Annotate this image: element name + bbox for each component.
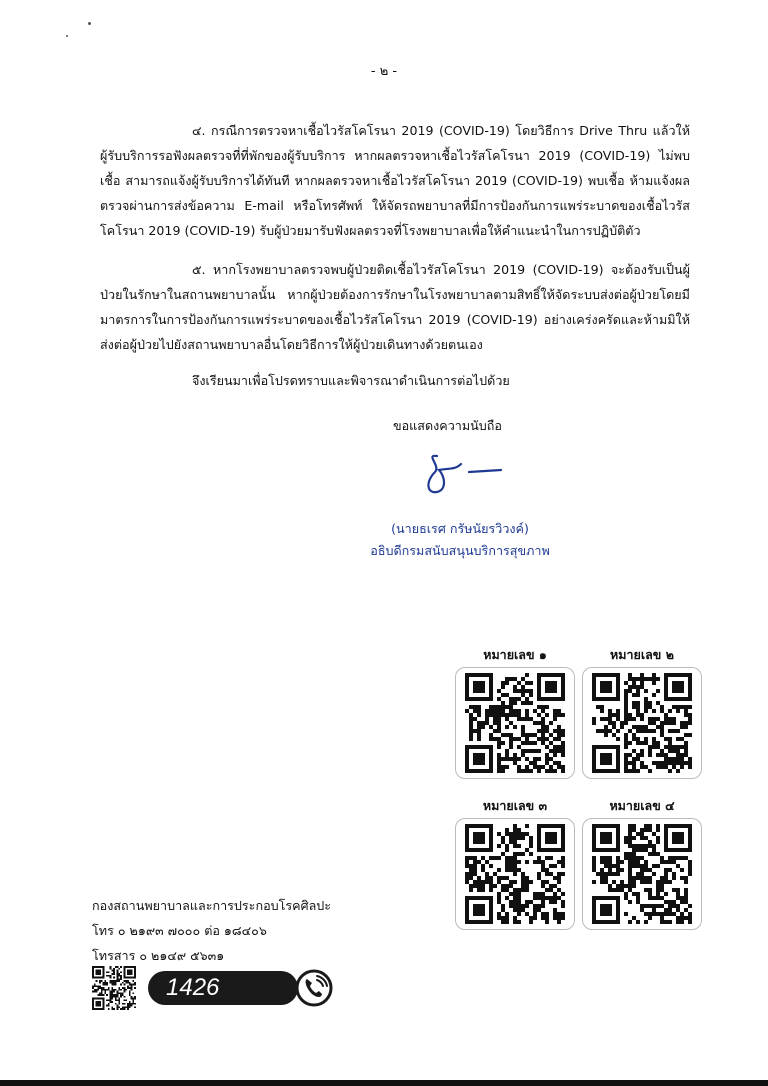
qr-block-2 — [577, 645, 707, 779]
signer-block — [330, 518, 590, 562]
hotline-number: 1426 — [166, 974, 220, 1001]
qr-block-1 — [450, 645, 580, 779]
qr-block-4 — [577, 796, 707, 930]
footer-contact — [92, 893, 331, 968]
qr-code-icon[interactable] — [592, 673, 692, 773]
qr-label-4: หมายเลข ๔ — [609, 798, 675, 813]
footer-qr-code-icon[interactable] — [92, 966, 136, 1010]
signer-position: อธิบดีกรมสนับสนุนบริการสุขภาพ — [370, 543, 550, 558]
qr-label-3: หมายเลข ๓ — [482, 798, 548, 813]
footer-phone: โทร ๐ ๒๑๙๓ ๗๐๐๐ ต่อ ๑๘๔๐๖ — [92, 923, 267, 938]
qr-code-icon[interactable] — [465, 824, 565, 924]
footer-department: กองสถานพยาบาลและการประกอบโรคศิลปะ — [92, 898, 332, 913]
paragraph-5 — [100, 257, 690, 357]
qr-label-2: หมายเลข ๒ — [610, 647, 674, 662]
paragraph-4 — [100, 118, 690, 243]
qr-code-icon[interactable] — [592, 824, 692, 924]
scan-speck — [88, 22, 91, 25]
paragraph-5-text: ๕. หากโรงพยาบาลตรวจพบผู้ป่วยติดเชื้อไวรัสโคโรนา 2019 (COVID-19) จะต้องรับเป็นผู้ป่วยในรักษาในสถานพยาบาลนั้น หากผู้ป่วยต้องการรักษาในโรงพยาบาลตามสิทธิ์ให้จัดระบบส่งต่อผู้ป่วยโดยมีมาตรการในการป้องกันการแพร่ระบาดของเชื้อไวรัสโคโรนา 2019 (COVID-19) อย่างเคร่งครัดและห้ามมิให้ส่งต่อผู้ป่วยไปยังสถานพยาบาลอื่นโดยวิธีการให้ผู้ป่วยเดินทางด้วยตนเอง — [100, 262, 690, 352]
signature-icon — [415, 450, 505, 500]
bottom-rule — [0, 1080, 768, 1086]
hotline-badge — [148, 968, 340, 1008]
qr-frame-3 — [455, 818, 575, 930]
scan-speck — [66, 35, 68, 37]
footer-fax: โทรสาร ๐ ๒๑๔๙ ๕๖๓๑ — [92, 948, 225, 963]
paragraph-4-text: ๔. กรณีการตรวจหาเชื้อไวรัสโคโรนา 2019 (COVID-19) โดยวิธีการ Drive Thru แล้วให้ผู้รับบริการรอฟังผลตรวจที่ที่พักของผู้รับบริการ หากผลตรวจหาเชื้อไวรัสโคโรนา 2019 (COVID-19) ไม่พบเชื้อ สามารถแจ้งผู้รับบริการได้ทันที หากผลตรวจหาเชื้อไวรัสโคโรนา 2019 (COVID-19) พบเชื้อ ห้ามแจ้งผลตรวจผ่านการส่งข้อความ E-mail หรือโทรศัพท์ ให้จัดรถพยาบาลที่มีการป้องกันการแพร่ระบาดของเชื้อไวรัสโคโรนา 2019 (COVID-19) รับผู้ป่วยมารับฟังผลตรวจที่โรงพยาบาลเพื่อให้คำแนะนำในการปฏิบัติตัว — [100, 123, 690, 238]
page-number: - ๒ - — [370, 64, 398, 79]
qr-code-icon[interactable] — [465, 673, 565, 773]
qr-frame-1 — [455, 667, 575, 779]
qr-label-1: หมายเลข ๑ — [483, 647, 547, 662]
qr-frame-2 — [582, 667, 702, 779]
regards-line: ขอแสดงความนับถือ — [393, 418, 502, 433]
phone-icon — [294, 968, 334, 1008]
qr-block-3 — [450, 796, 580, 930]
signer-name: (นายธเรศ กรัษนัยรวิวงค์) — [391, 521, 529, 536]
qr-frame-4 — [582, 818, 702, 930]
closing-line: จึงเรียนมาเพื่อโปรดทราบและพิจารณาดำเนินการต่อไปด้วย — [192, 373, 510, 388]
